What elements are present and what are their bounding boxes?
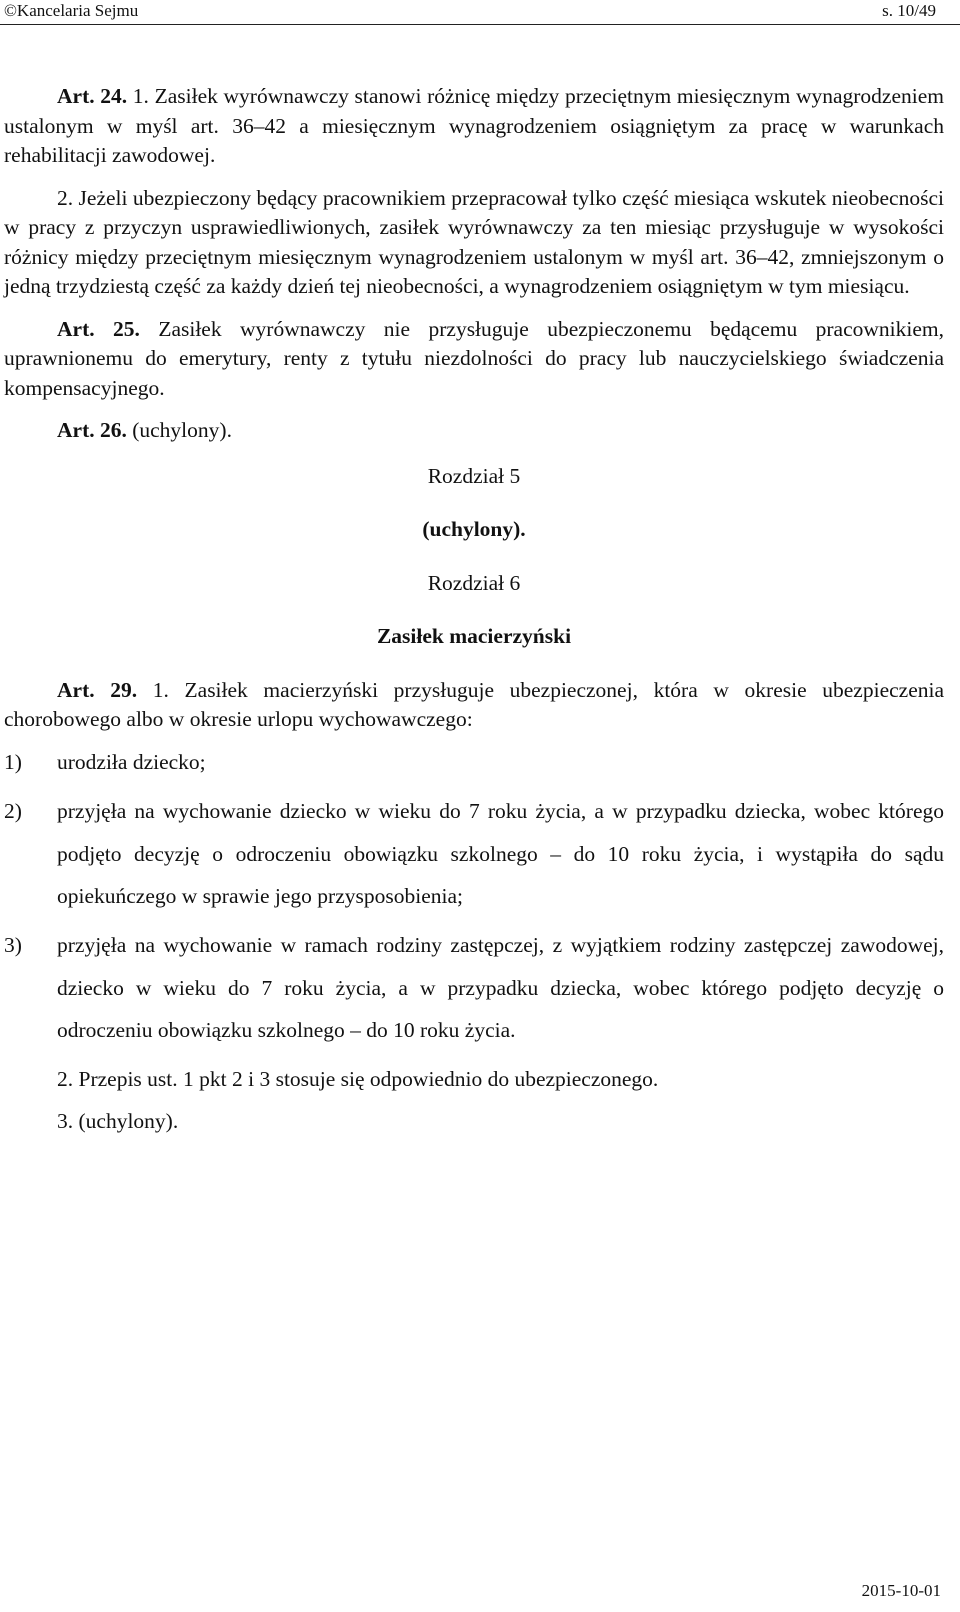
chapter5-title: (uchylony). (422, 517, 526, 541)
header-rule (0, 24, 960, 25)
chapter5-label: Rozdział 5 (427, 463, 521, 488)
page-header (0, 0, 960, 26)
art26 (4, 416, 944, 446)
list-item (4, 931, 944, 1052)
list-item-text: urodziła dziecko; (57, 750, 206, 774)
list-item-text: przyjęła na wychowanie dziecko w wieku do 7 roku życia, a w przypadku dziecka, wobec którego podjęto decyzję o odroczeniu obowiązku szkolnego – do 10 roku życia, i wystąpiła do sądu opiekuńczego w sprawie jego przysposobienia; (57, 799, 944, 908)
art29-para1-text: 1. Zasiłek macierzyński przysługuje ubezpieczonej, która w okresie ubezpieczenia chorobowego albo w okresie urlopu wychowawczego: (4, 677, 945, 731)
list-item-number: 3) (4, 932, 22, 957)
art25-number: Art. 25. (57, 316, 140, 341)
art26-number: Art. 26. (57, 418, 127, 442)
header-page-number: s. 10/49 (882, 1, 936, 20)
art24-para1-text: 1. Zasiłek wyrównawczy stanowi różnicę między przeciętnym miesięcznym wynagrodzeniem ustalonym w myśl art. 36–42 a miesięcznym wynagrodzeniem osiągniętym za pracę w warunkach rehabilitacji zawodowej. (4, 84, 944, 167)
chapter6-label: Rozdział 6 (427, 570, 521, 595)
list-item-number: 1) (4, 749, 22, 774)
footer-date: 2015-10-01 (861, 1581, 941, 1600)
art29-para1 (4, 676, 944, 735)
art26-text: (uchylony). (126, 418, 232, 442)
art29-para2: 2. Przepis ust. 1 pkt 2 i 3 stosuje się odpowiednio do ubezpieczonego. (57, 1066, 659, 1091)
art29-number: Art. 29. (57, 677, 138, 702)
header-source: ©Kancelaria Sejmu (4, 1, 139, 20)
art25-text: Zasiłek wyrównawczy nie przysługuje ubezpieczonemu będącemu pracownikiem, uprawnionemu do emerytury, renty z tytułu niezdolności do pracy lub nauczycielskiego świadczenia kompensacyjnego. (4, 316, 945, 400)
art25 (4, 315, 944, 404)
art24-para2: 2. Jeżeli ubezpieczony będący pracownikiem przepracował tylko część miesiąca wskutek nieobecności w pracy z przyczyn usprawiedliwionych, zasiłek wyrównawczy za ten miesiąc przysługuje w wysokości różnicy między przeciętnym miesięcznym wynagrodzeniem ustalonym w myśl art. 36–42, zmniejszonym o jedną trzydziestą część za każdy dzień tej nieobecności, a wynagrodzeniem osiągniętym w tym miesiącu. (4, 185, 944, 298)
art24-para1 (4, 82, 944, 171)
list-item (4, 748, 944, 784)
list-item (4, 797, 944, 918)
list-item-text: przyjęła na wychowanie w ramach rodziny zastępczej, z wyjątkiem rodziny zastępczej zawodowej, dziecko w wieku do 7 roku życia, a w przypadku dziecka, wobec którego podjęto decyzję o odroczeniu obowiązku szkolnego – do 10 roku życia. (57, 933, 944, 1042)
chapter6-title: Zasiłek macierzyński (376, 624, 572, 648)
list-item-number: 2) (4, 798, 22, 823)
art24-number: Art. 24. (57, 84, 128, 108)
art29-para3: 3. (uchylony). (57, 1109, 179, 1133)
document-body (4, 82, 944, 1150)
